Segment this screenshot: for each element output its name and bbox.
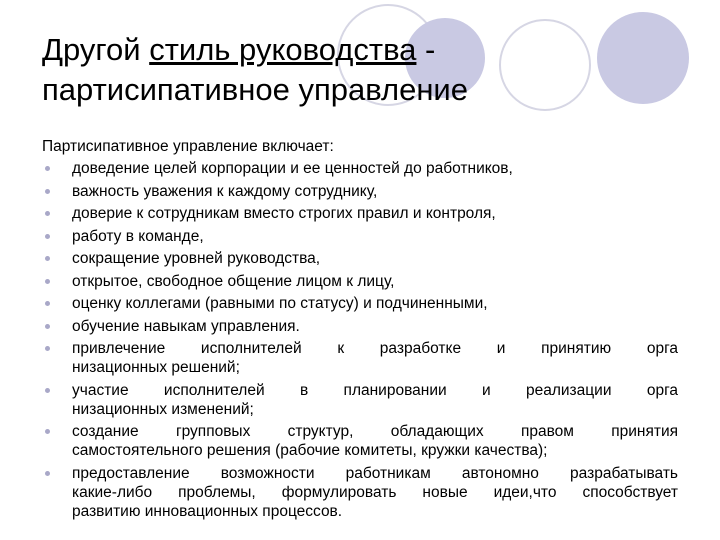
bullet-icon xyxy=(45,301,50,306)
bullet-icon xyxy=(45,279,50,284)
bullet-icon xyxy=(45,388,50,393)
bullet-icon xyxy=(45,346,50,351)
list-item-line: низационных решений; xyxy=(72,359,240,376)
list-item xyxy=(42,381,678,419)
list-item xyxy=(42,204,678,223)
list-item-line: какие-либо проблемы, формулировать новые идеи,что способствует xyxy=(72,483,678,501)
list-item-text: доведение целей корпорации и ее ценностей до работников, xyxy=(72,160,513,177)
title-underlined: стиль руководства xyxy=(149,32,417,67)
title-line2: партисипативное управление xyxy=(42,72,468,107)
title-part1: Другой xyxy=(42,32,150,67)
list-item xyxy=(42,272,678,291)
list-item-text: обучение навыкам управления. xyxy=(72,317,300,335)
bullet-icon xyxy=(45,256,50,261)
title-part2: - xyxy=(416,32,436,67)
list-item-line: развитию инновационных процессов. xyxy=(72,502,343,520)
list-item xyxy=(42,227,678,246)
list-item-line: низационных изменений; xyxy=(72,400,254,418)
list-item-text: открытое, свободное общение лицом к лицу, xyxy=(72,272,395,290)
intro-text: Партисипативное управление включает: xyxy=(42,138,334,155)
slide-title xyxy=(42,30,562,110)
slide-content xyxy=(42,137,678,524)
list-item xyxy=(42,182,678,201)
bullet-icon xyxy=(45,471,50,476)
bullet-icon xyxy=(45,211,50,216)
bullet-icon xyxy=(45,429,50,434)
list-item-line: создание групповых структур, обладающих правом принятия xyxy=(72,423,678,440)
list-item-line: самостоятельного решения (рабочие комитеты, кружки качества); xyxy=(72,442,548,459)
list-item-text: важность уважения к каждому сотруднику, xyxy=(72,182,378,200)
circle-4 xyxy=(597,12,689,104)
list-item xyxy=(42,464,678,521)
list-item xyxy=(42,339,678,377)
list-item xyxy=(42,249,678,268)
bullet-icon xyxy=(45,234,50,239)
bullet-list xyxy=(42,159,678,521)
list-item-text: оценку коллегами (равными по статусу) и подчиненными, xyxy=(72,295,488,312)
list-item xyxy=(42,294,678,313)
list-item xyxy=(42,422,678,460)
list-item-text: сокращение уровней руководства, xyxy=(72,250,321,267)
list-item-line: привлечение исполнителей к разработке и принятию орга xyxy=(72,340,678,357)
bullet-icon xyxy=(45,166,50,171)
list-item xyxy=(42,159,678,178)
bullet-icon xyxy=(45,189,50,194)
list-item-line: участие исполнителей в планировании и реализации орга xyxy=(72,381,678,399)
list-item xyxy=(42,317,678,336)
list-item-text: работу в команде, xyxy=(72,227,204,245)
list-item-text: доверие к сотрудникам вместо строгих правил и контроля, xyxy=(72,205,496,222)
list-item-line: предоставление возможности работникам автономно разрабатывать xyxy=(72,464,678,482)
bullet-icon xyxy=(45,324,50,329)
